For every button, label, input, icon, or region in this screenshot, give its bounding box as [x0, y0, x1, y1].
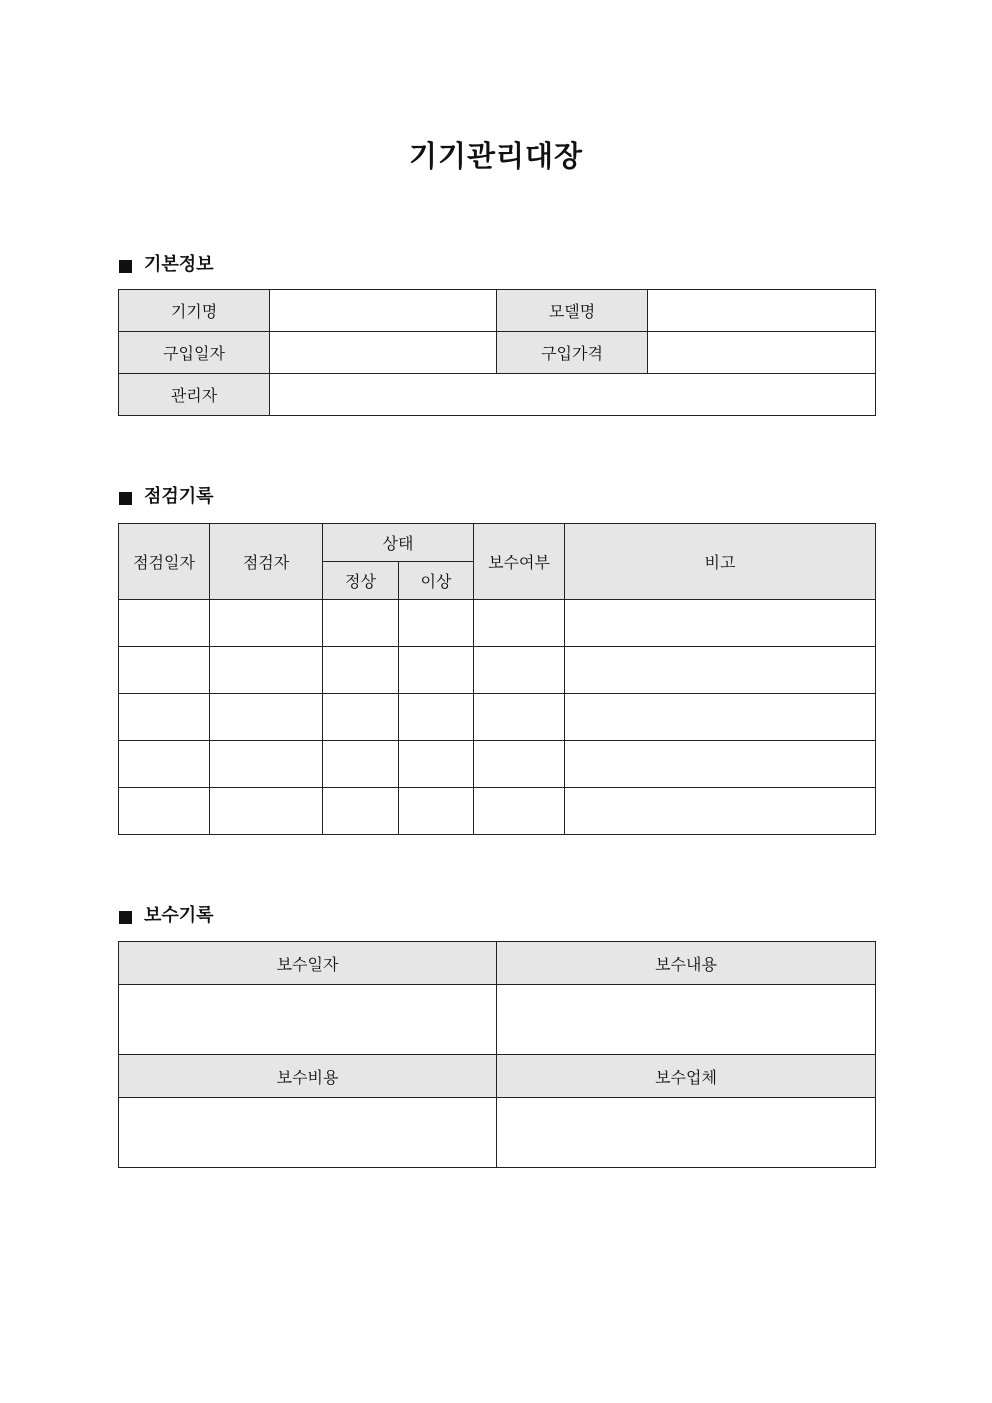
status-abnormal-cell[interactable] — [399, 647, 474, 694]
section-heading-label: 보수기록 — [144, 905, 214, 926]
column-header-status-normal: 정상 — [323, 562, 399, 600]
column-header-status-abnormal: 이상 — [399, 562, 474, 600]
table-row — [119, 290, 876, 332]
table-row — [119, 374, 876, 416]
remarks-cell[interactable] — [565, 741, 876, 788]
status-normal-cell[interactable] — [323, 647, 399, 694]
inspector-cell[interactable] — [210, 647, 323, 694]
status-normal-cell[interactable] — [323, 741, 399, 788]
repair-needed-cell[interactable] — [474, 788, 565, 835]
basic-info-table — [118, 289, 876, 416]
table-row — [119, 694, 876, 741]
repair-date-field[interactable] — [119, 985, 497, 1055]
repair-content-field[interactable] — [497, 985, 876, 1055]
section-heading-label: 기본정보 — [144, 254, 214, 275]
inspector-cell[interactable] — [210, 600, 323, 647]
device-name-field[interactable] — [270, 290, 497, 332]
column-header-repair-needed: 보수여부 — [474, 524, 565, 600]
purchase-date-label: 구입일자 — [119, 332, 270, 374]
column-header-status: 상태 — [323, 524, 474, 562]
inspector-cell[interactable] — [210, 788, 323, 835]
column-header-date: 점검일자 — [119, 524, 210, 600]
inspection-date-cell[interactable] — [119, 741, 210, 788]
table-row — [119, 332, 876, 374]
black-square-icon — [119, 492, 132, 505]
section-heading-inspection — [119, 485, 214, 509]
status-abnormal-cell[interactable] — [399, 600, 474, 647]
status-abnormal-cell[interactable] — [399, 741, 474, 788]
black-square-icon — [119, 260, 132, 273]
table-header-row — [119, 524, 876, 562]
purchase-date-field[interactable] — [270, 332, 497, 374]
purchase-price-label: 구입가격 — [497, 332, 648, 374]
model-name-label: 모델명 — [497, 290, 648, 332]
inspection-date-cell[interactable] — [119, 694, 210, 741]
section-heading-repair — [119, 904, 214, 928]
inspector-cell[interactable] — [210, 741, 323, 788]
repair-table — [118, 941, 876, 1168]
table-header-row — [119, 942, 876, 985]
repair-needed-cell[interactable] — [474, 600, 565, 647]
column-header-inspector: 점검자 — [210, 524, 323, 600]
device-name-label: 기기명 — [119, 290, 270, 332]
section-heading-label: 점검기록 — [144, 486, 214, 507]
table-row — [119, 741, 876, 788]
remarks-cell[interactable] — [565, 647, 876, 694]
inspection-date-cell[interactable] — [119, 600, 210, 647]
status-abnormal-cell[interactable] — [399, 694, 474, 741]
table-row — [119, 985, 876, 1055]
inspection-date-cell[interactable] — [119, 647, 210, 694]
inspection-date-cell[interactable] — [119, 788, 210, 835]
purchase-price-field[interactable] — [648, 332, 876, 374]
table-header-row — [119, 1055, 876, 1098]
status-normal-cell[interactable] — [323, 600, 399, 647]
repair-cost-label: 보수비용 — [119, 1055, 497, 1098]
remarks-cell[interactable] — [565, 788, 876, 835]
status-normal-cell[interactable] — [323, 694, 399, 741]
repair-needed-cell[interactable] — [474, 741, 565, 788]
table-row — [119, 1098, 876, 1168]
section-heading-basic-info — [119, 253, 214, 277]
table-row — [119, 600, 876, 647]
page-title: 기기관리대장 — [408, 139, 584, 173]
repair-company-field[interactable] — [497, 1098, 876, 1168]
table-row — [119, 788, 876, 835]
repair-date-label: 보수일자 — [119, 942, 497, 985]
remarks-cell[interactable] — [565, 600, 876, 647]
manager-label: 관리자 — [119, 374, 270, 416]
repair-needed-cell[interactable] — [474, 694, 565, 741]
column-header-remarks: 비고 — [565, 524, 876, 600]
inspector-cell[interactable] — [210, 694, 323, 741]
status-abnormal-cell[interactable] — [399, 788, 474, 835]
repair-content-label: 보수내용 — [497, 942, 876, 985]
black-square-icon — [119, 911, 132, 924]
repair-needed-cell[interactable] — [474, 647, 565, 694]
manager-field[interactable] — [270, 374, 876, 416]
remarks-cell[interactable] — [565, 694, 876, 741]
repair-cost-field[interactable] — [119, 1098, 497, 1168]
inspection-table — [118, 523, 876, 835]
repair-company-label: 보수업체 — [497, 1055, 876, 1098]
model-name-field[interactable] — [648, 290, 876, 332]
table-row — [119, 647, 876, 694]
status-normal-cell[interactable] — [323, 788, 399, 835]
